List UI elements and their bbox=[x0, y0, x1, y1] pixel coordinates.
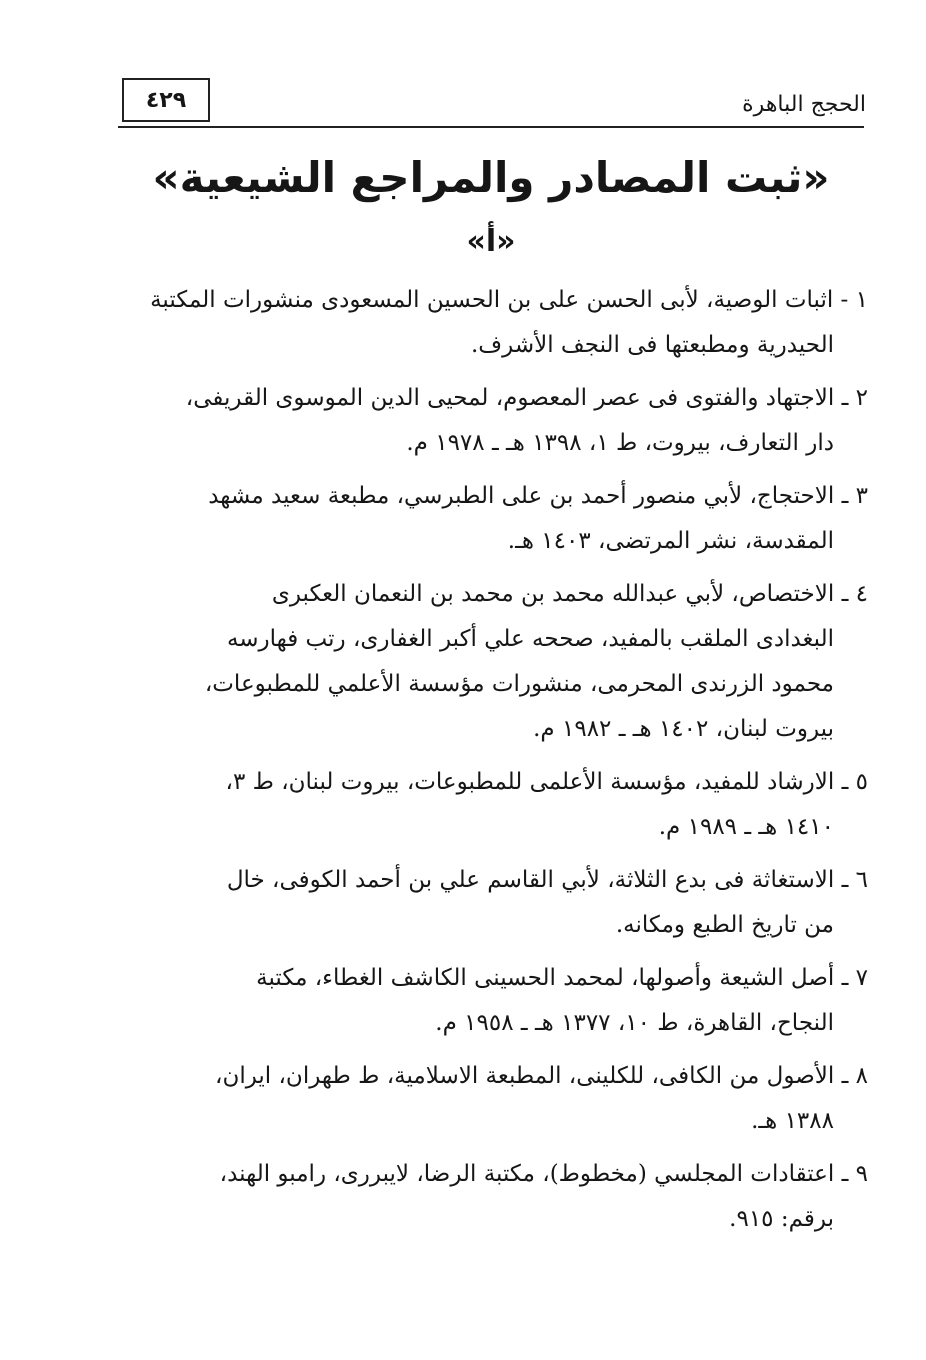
bibliography-entry bbox=[116, 376, 868, 466]
entry-line: النجاح، القاهرة، ط ١٠، ١٣٧٧ هـ ـ ١٩٥٨ م. bbox=[435, 1010, 834, 1036]
bibliography-entry bbox=[116, 956, 868, 1046]
bibliography-entry bbox=[116, 760, 868, 850]
header-rule bbox=[118, 126, 864, 128]
page-title: «ثبت المصادر والمراجع الشيعية» bbox=[152, 153, 830, 202]
bibliography-list bbox=[116, 278, 868, 1250]
entry-line: من تاريخ الطبع ومكانه. bbox=[615, 912, 834, 938]
entry-line: البغدادى الملقب بالمفيد، صححه علي أكبر الغفارى، رتب فهارسه bbox=[226, 626, 834, 652]
entry-line: ٨ ـ الأصول من الكافى، للكلينى، المطبعة الاسلامية، ط طهران، ايران، bbox=[215, 1063, 868, 1089]
entry-line: المقدسة، نشر المرتضى، ١٤٠٣ هـ. bbox=[507, 528, 834, 554]
entry-line: الحيدرية ومطبعتها فى النجف الأشرف. bbox=[470, 332, 834, 358]
entry-line: ٥ ـ الارشاد للمفيد، مؤسسة الأعلمى للمطبوعات، بيروت لبنان، ط ٣، bbox=[225, 769, 868, 795]
entry-line: ٤ ـ الاختصاص، لأبي عبدالله محمد بن محمد بن النعمان العكبرى bbox=[271, 581, 868, 607]
bibliography-entry bbox=[116, 572, 868, 752]
entry-line: ١ - اثبات الوصية، لأبى الحسن على بن الحسين المسعودى منشورات المكتبة bbox=[150, 287, 868, 313]
entry-line: ٩ ـ اعتقادات المجلسي (مخطوط)، مكتبة الرضا، لايبررى، رامبو الهند، bbox=[219, 1161, 868, 1187]
running-title: الحجج الباهرة bbox=[742, 92, 866, 117]
entry-line: دار التعارف، بيروت، ط ١، ١٣٩٨ هـ ـ ١٩٧٨ م. bbox=[406, 430, 834, 456]
bibliography-entry bbox=[116, 278, 868, 368]
bibliography-entry bbox=[116, 474, 868, 564]
entry-line: ١٤١٠ هـ ـ ١٩٨٩ م. bbox=[658, 814, 834, 840]
entry-line: بيروت لبنان، ١٤٠٢ هـ ـ ١٩٨٢ م. bbox=[533, 716, 834, 742]
bibliography-entry bbox=[116, 858, 868, 948]
entry-line: ٦ ـ الاستغاثة فى بدع الثلاثة، لأبي القاسم علي بن أحمد الكوفى، خال bbox=[226, 867, 868, 893]
entry-line: ٧ ـ أصل الشيعة وأصولها، لمحمد الحسينى الكاشف الغطاء، مكتبة bbox=[256, 965, 868, 991]
bibliography-entry bbox=[116, 1152, 868, 1242]
bibliography-entry bbox=[116, 1054, 868, 1144]
page-number-box bbox=[122, 78, 210, 122]
page-number: ٤٢٩ bbox=[145, 87, 187, 113]
entry-line: ٣ ـ الاحتجاج، لأبي منصور أحمد بن على الطبرسي، مطبعة سعيد مشهد bbox=[208, 483, 868, 509]
entry-line: محمود الزرندى المحرمى، منشورات مؤسسة الأعلمي للمطبوعات، bbox=[204, 671, 834, 697]
entry-line: ١٣٨٨ هـ. bbox=[751, 1108, 834, 1134]
entry-line: برقم: ٩١٥. bbox=[729, 1206, 834, 1232]
section-letter: «أ» bbox=[466, 224, 516, 259]
entry-line: ٢ ـ الاجتهاد والفتوى فى عصر المعصوم، لمحيى الدين الموسوى القريفى، bbox=[185, 385, 868, 411]
